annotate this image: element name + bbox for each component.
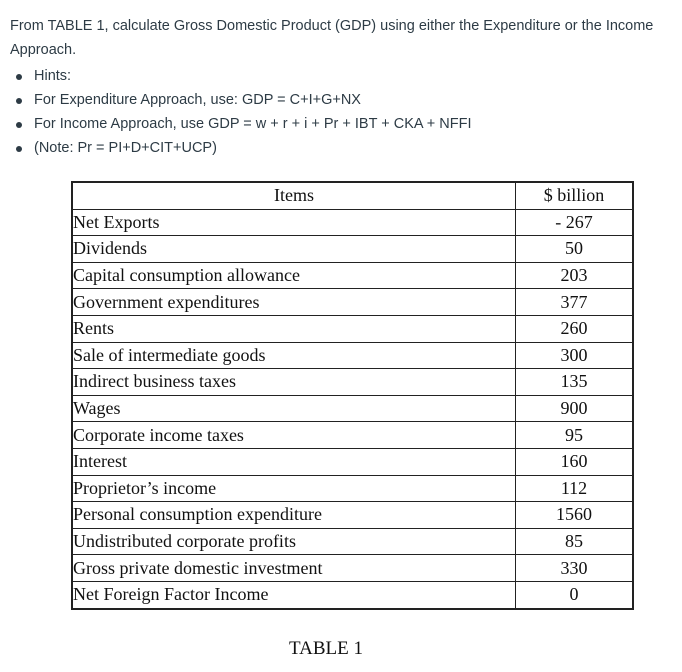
value-cell: 300	[516, 342, 634, 369]
item-cell: Gross private domestic investment	[72, 555, 516, 582]
item-cell: Capital consumption allowance	[72, 262, 516, 289]
item-cell: Undistributed corporate profits	[72, 528, 516, 555]
hint-item	[10, 88, 675, 112]
table-header-row	[72, 182, 633, 209]
item-cell: Sale of intermediate goods	[72, 342, 516, 369]
items-column-header: Items	[72, 182, 516, 209]
hint-item	[10, 112, 675, 136]
item-cell: Dividends	[72, 236, 516, 263]
value-cell: 85	[516, 528, 634, 555]
table-row	[72, 475, 633, 502]
value-column-header: $ billion	[516, 182, 634, 209]
item-cell: Wages	[72, 395, 516, 422]
value-cell: 95	[516, 422, 634, 449]
hints-list	[10, 64, 675, 160]
table-row	[72, 422, 633, 449]
table-row	[72, 555, 633, 582]
hint-text: For Income Approach, use GDP = w + r + i + Pr + IBT + CKA + NFFI	[34, 116, 472, 132]
table-row	[72, 342, 633, 369]
value-cell: 1560	[516, 502, 634, 529]
value-cell: 135	[516, 369, 634, 396]
bullet-icon	[16, 146, 22, 152]
table-row	[72, 502, 633, 529]
table-row	[72, 315, 633, 342]
value-cell: - 267	[516, 209, 634, 236]
table-row	[72, 209, 633, 236]
item-cell: Net Exports	[72, 209, 516, 236]
hint-item	[10, 64, 675, 88]
table-caption: TABLE 1	[289, 638, 363, 659]
value-cell: 50	[516, 236, 634, 263]
table-row	[72, 236, 633, 263]
value-cell: 330	[516, 555, 634, 582]
hint-item	[10, 136, 675, 160]
value-cell: 112	[516, 475, 634, 502]
bullet-icon	[16, 98, 22, 104]
item-cell: Government expenditures	[72, 289, 516, 316]
value-cell: 203	[516, 262, 634, 289]
gdp-table	[71, 181, 634, 610]
table-row	[72, 581, 633, 608]
value-cell: 160	[516, 448, 634, 475]
item-cell: Rents	[72, 315, 516, 342]
table-row	[72, 395, 633, 422]
item-cell: Indirect business taxes	[72, 369, 516, 396]
hint-text: (Note: Pr = PI+D+CIT+UCP)	[34, 140, 217, 156]
question-block	[10, 14, 675, 160]
table-row	[72, 448, 633, 475]
value-cell: 377	[516, 289, 634, 316]
item-cell: Corporate income taxes	[72, 422, 516, 449]
item-cell: Net Foreign Factor Income	[72, 581, 516, 608]
item-cell: Interest	[72, 448, 516, 475]
table-row	[72, 528, 633, 555]
value-cell: 900	[516, 395, 634, 422]
table-row	[72, 262, 633, 289]
hint-text: Hints:	[34, 68, 72, 84]
table-row	[72, 289, 633, 316]
value-cell: 260	[516, 315, 634, 342]
item-cell: Proprietor’s income	[72, 475, 516, 502]
bullet-icon	[16, 122, 22, 128]
value-cell: 0	[516, 581, 634, 608]
hint-text: For Expenditure Approach, use: GDP = C+I+G+NX	[34, 92, 361, 108]
question-text: From TABLE 1, calculate Gross Domestic Product (GDP) using either the Expenditure or the Income Approach.	[10, 18, 654, 58]
bullet-icon	[16, 74, 22, 80]
item-cell: Personal consumption expenditure	[72, 502, 516, 529]
table-row	[72, 369, 633, 396]
